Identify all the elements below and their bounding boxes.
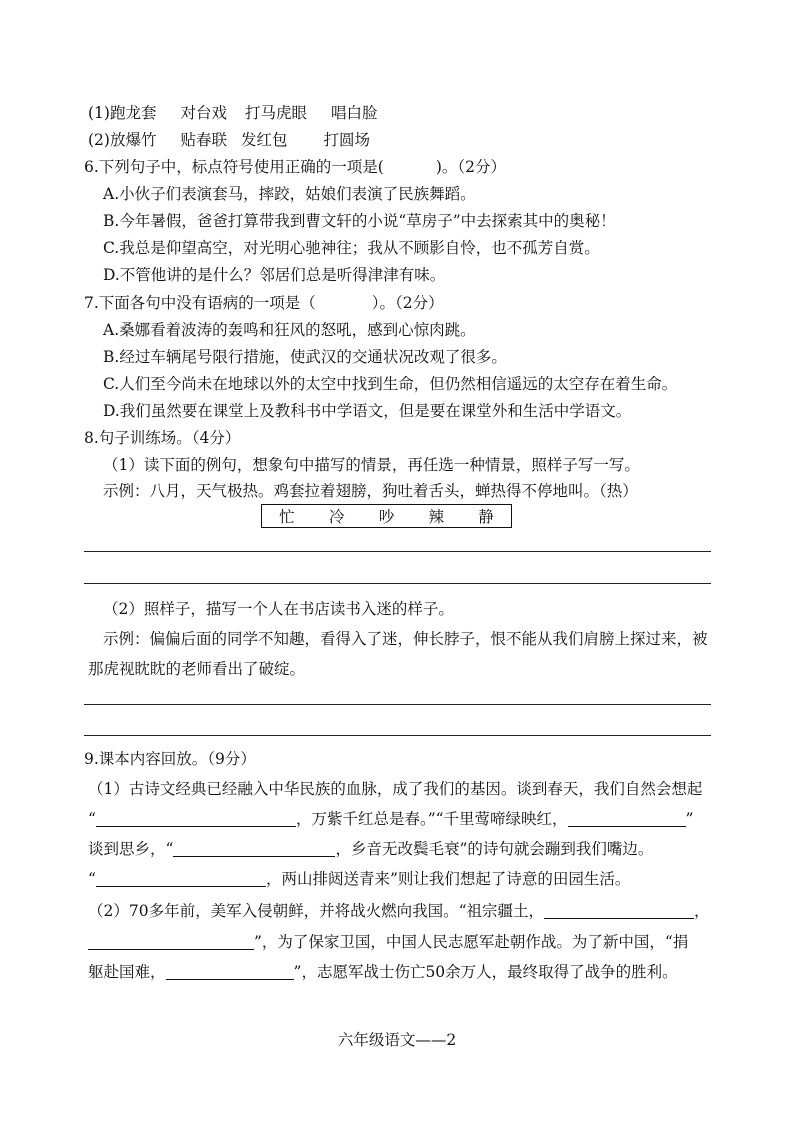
q9-text: ”，为了保家卫国，中国人民志愿军赴朝作战。为了新中国，“捐 <box>254 933 689 951</box>
q8-word[interactable]: 静 <box>478 508 494 526</box>
fill-blank[interactable] <box>544 902 694 919</box>
q5-item: 唱白脸 <box>331 104 378 122</box>
q5-item: 发红包 <box>241 131 288 149</box>
q6-option-b: B.今年暑假，爸爸打算带我到曹文轩的小说“草房子”中去探索其中的奥秘！ <box>103 212 616 230</box>
q8-example2-line2: 那虎视眈眈的老师看出了破绽。 <box>88 660 306 678</box>
q8-word[interactable]: 忙 <box>279 508 295 526</box>
q9-text: 躯赴国难， <box>88 963 166 981</box>
q7-option-a: A.桑娜看着波涛的轰鸣和狂风的怒吼，感到心惊肉跳。 <box>103 321 476 339</box>
answer-line[interactable] <box>84 551 711 552</box>
q6-option-c: C.我总是仰望高空，对光明心驰神往；我从不顾影自怜，也不孤芳自赏。 <box>103 239 600 257</box>
q6-stem-text: 6.下列句子中，标点符号使用正确的一项是( <box>84 158 384 176</box>
answer-line[interactable] <box>84 735 711 736</box>
q9-text: “ <box>88 870 96 888</box>
fill-blank[interactable] <box>96 810 296 827</box>
q8-example2-line1: 示例：偏偏后面的同学不知趣，看得入了迷，伸长脖子，恨不能从我们肩膀上探过来，被 <box>103 630 708 648</box>
q7-option-c: C.人们至今尚未在地球以外的太空中找到生命，但仍然相信遥远的太空存在着生命。 <box>103 375 678 393</box>
answer-line[interactable] <box>84 583 711 584</box>
q5-line-2 <box>88 130 370 150</box>
q6-stem <box>84 157 506 177</box>
q9-p1-line3 <box>88 839 653 859</box>
q9-text: ，万紫千红总是春。”“千里莺啼绿映红， <box>295 810 568 828</box>
q7-stem-text: 7.下面各句中没有语病的一项是（ <box>84 294 316 312</box>
q8-word[interactable]: 吵 <box>378 508 395 526</box>
fill-blank[interactable] <box>88 933 254 950</box>
q9-text: 谈到思乡，“ <box>88 840 174 858</box>
fill-blank[interactable] <box>166 963 294 980</box>
q9-text: ，两山排闼送青来”则让我们想起了诗意的田园生活。 <box>265 870 631 888</box>
q9-text: ” <box>685 810 694 828</box>
q7-option-b: B.经过车辆尾号限行措施，使武汉的交通状况改观了很多。 <box>103 348 507 366</box>
q5-item: 跑龙套 <box>109 104 157 122</box>
q9-text: ”，志愿军战士伤亡50余万人，最终取得了战争的胜利。 <box>293 963 678 981</box>
q7-stem-score: ）。（2分） <box>371 294 444 312</box>
q8-word-box <box>261 504 512 528</box>
q5-line-1 <box>88 103 378 123</box>
q6-stem-score: )。（2分） <box>435 158 507 176</box>
q5-item: 打圆场 <box>323 131 371 149</box>
q6-option-d: D.不管他讲的是什么？邻居们总是听得津津有味。 <box>103 266 446 284</box>
q9-p1-line1: （1）古诗文经典已经融入中华民族的血脉，成了我们的基因。谈到春天，我们自然会想起 <box>88 780 703 798</box>
q9-text: “ <box>88 810 96 828</box>
q9-title: 9.课本内容回放。（9分） <box>84 750 256 768</box>
q5-line-2-prefix: (2) <box>88 131 110 149</box>
q7-stem <box>84 293 444 313</box>
q5-item: 放爆竹 <box>109 131 157 149</box>
fill-blank[interactable] <box>173 840 335 857</box>
q9-text: （2）70多年前，美军入侵朝鲜，并将战火燃向我国。“祖宗疆土， <box>88 902 545 920</box>
q9-p2-line3 <box>88 962 678 982</box>
q9-text: ， <box>694 902 710 920</box>
q8-part1: （1）读下面的例句，想象句中描写的情景，再任选一种情景，照样子写一写。 <box>103 456 640 474</box>
q9-text: ，乡音无改鬓毛衰”的诗句就会蹦到我们嘴边。 <box>335 840 654 858</box>
q8-part2: （2）照样子，描写一个人在书店读书入迷的样子。 <box>103 600 454 618</box>
fill-blank[interactable] <box>96 870 266 887</box>
q9-p1-line2 <box>88 809 693 829</box>
fill-blank[interactable] <box>568 810 686 827</box>
q5-item: 贴春联 <box>180 131 227 149</box>
q8-example1: 示例：八月，天气极热。鸡套拉着翅膀，狗吐着舌头，蝉热得不停地叫。（热） <box>103 482 638 500</box>
q6-option-a: A.小伙子们表演套马，摔跤，姑娘们表演了民族舞蹈。 <box>103 185 476 203</box>
q7-option-d: D.我们虽然要在课堂上及教科书中学语文，但是要在课堂外和生活中学语文。 <box>103 402 632 420</box>
q8-word[interactable]: 辣 <box>428 508 445 526</box>
q8-word[interactable]: 冷 <box>328 508 345 526</box>
q9-p2-line1 <box>88 901 710 921</box>
q5-item: 打马虎眼 <box>245 104 308 122</box>
answer-line[interactable] <box>84 704 711 705</box>
q9-p2-line2 <box>88 932 688 952</box>
page-footer: 六年级语文——2 <box>337 1031 457 1049</box>
q5-line-1-prefix: (1) <box>88 104 110 122</box>
q8-title: 8.句子训练场。（4分） <box>84 429 241 447</box>
q5-item: 对台戏 <box>180 104 227 122</box>
q9-p1-line4 <box>88 869 630 889</box>
